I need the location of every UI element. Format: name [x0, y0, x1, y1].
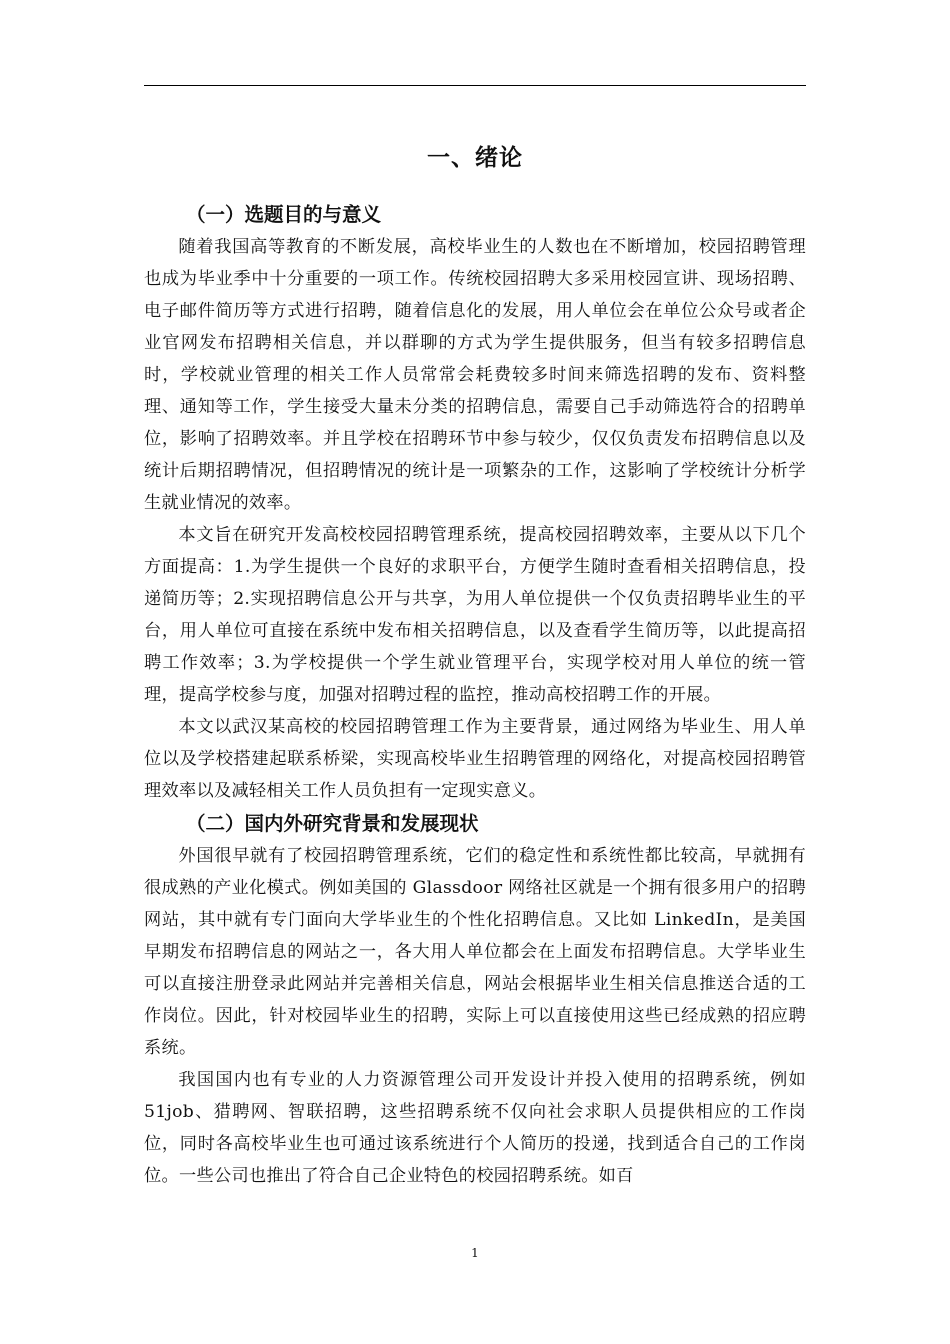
body-paragraph: 外国很早就有了校园招聘管理系统，它们的稳定性和系统性都比较高，早就拥有很成熟的产业化模式。例如美国的 Glassdoor 网络社区就是一个拥有很多用户的招聘网站，其中就有专门面向大学毕业生的个性化招聘信息。又比如 LinkedIn，是美国早期发布招聘信息的网站之一，各大用人单位都会在上面发布招聘信息。大学毕业生可以直接注册登录此网站并完善相关信息，网站会根据毕业生相关信息推送合适的工作岗位。因此，针对校园毕业生的招聘，实际上可以直接使用这些已经成熟的招应聘系统。	[144, 846, 806, 1058]
body-paragraph: 本文旨在研究开发高校校园招聘管理系统，提高校园招聘效率，主要从以下几个方面提高：1.为学生提供一个良好的求职平台，方便学生随时查看相关招聘信息，投递简历等；2.实现招聘信息公开与共享，为用人单位提供一个仅负责招聘毕业生的平台，用人单位可直接在系统中发布相关招聘信息，以及查看学生简历等，以此提高招聘工作效率；3.为学校提供一个学生就业管理平台，实现学校对用人单位的统一管理，提高学校参与度，加强对招聘过程的监控，推动高校招聘工作的开展。	[144, 525, 806, 705]
body-paragraph: 我国国内也有专业的人力资源管理公司开发设计并投入使用的招聘系统，例如 51job、猎聘网、智联招聘，这些招聘系统不仅向社会求职人员提供相应的工作岗位，同时各高校毕业生也可通过该系统进行个人简历的投递，找到适合自己的工作岗位。一些公司也推出了符合自己企业特色的校园招聘系统。如百	[144, 1070, 806, 1186]
section-heading: （一）选题目的与意义	[186, 203, 382, 226]
body-content	[144, 198, 806, 1192]
body-paragraph: 本文以武汉某高校的校园招聘管理工作为主要背景，通过网络为毕业生、用人单位以及学校搭建起联系桥梁，实现高校毕业生招聘管理的网络化，对提高校园招聘管理效率以及减轻相关工作人员负担有一定现实意义。	[144, 717, 806, 801]
section-heading: （二）国内外研究背景和发展现状	[186, 812, 479, 835]
header-rule	[144, 85, 806, 86]
chapter-title: 一、绪论	[427, 145, 523, 171]
page-number: 1	[471, 1246, 479, 1260]
body-paragraph: 随着我国高等教育的不断发展，高校毕业生的人数也在不断增加，校园招聘管理也成为毕业季中十分重要的一项工作。传统校园招聘大多采用校园宣讲、现场招聘、电子邮件简历等方式进行招聘，随着信息化的发展，用人单位会在单位公众号或者企业官网发布招聘相关信息，并以群聊的方式为学生提供服务，但当有较多招聘信息时，学校就业管理的相关工作人员常常会耗费较多时间来筛选招聘的发布、资料整理、通知等工作，学生接受大量未分类的招聘信息，需要自己手动筛选符合的招聘单位，影响了招聘效率。并且学校在招聘环节中参与较少，仅仅负责发布招聘信息以及统计后期招聘情况，但招聘情况的统计是一项繁杂的工作，这影响了学校统计分析学生就业情况的效率。	[144, 237, 806, 513]
